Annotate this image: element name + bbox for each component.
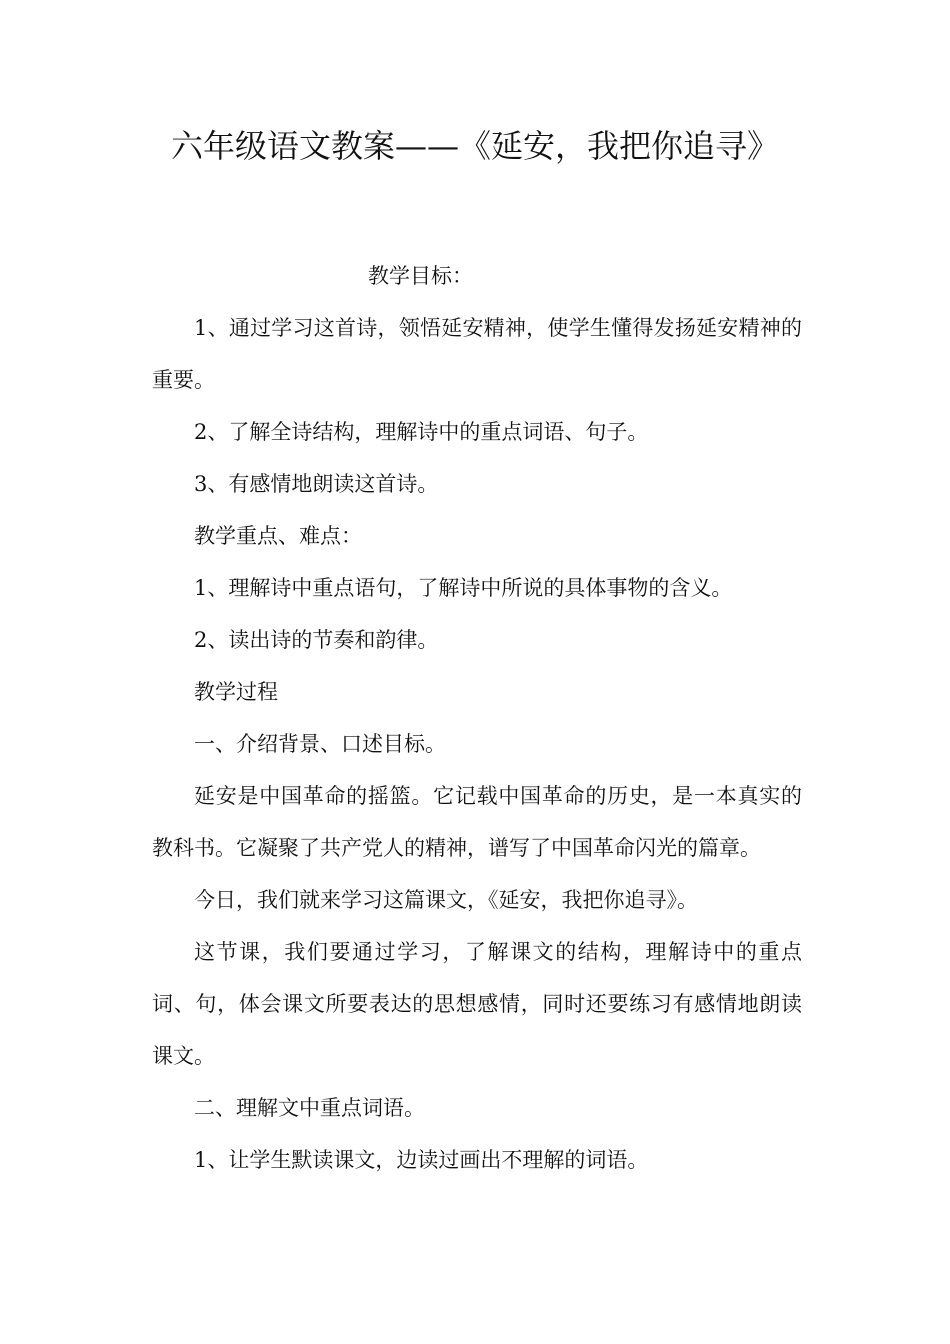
goal-item-2: 2、了解全诗结构，理解诗中的重点词语、句子。: [194, 420, 649, 444]
goal-item-3: 3、有感情地朗读这首诗。: [194, 472, 439, 496]
section-heading-key-points: 教学重点、难点：: [194, 524, 362, 548]
document-title: 六年级语文教案——《延安，我把你追寻》: [170, 127, 779, 165]
document-body: [152, 250, 802, 1186]
body-paragraph: 这节课，我们要通过学习，了解课文的结构，理解诗中的重点词、句，体会课文所要表达的思想感情，同时还要练习有感情地朗读课文。: [152, 940, 802, 1068]
process-step-2-heading: 二、理解文中重点词语。: [194, 1096, 425, 1120]
section-heading-teaching-process: 教学过程: [194, 680, 278, 704]
body-paragraph: 今日，我们就来学习这篇课文，《延安，我把你追寻》。: [194, 888, 698, 912]
key-point-item-2: 2、读出诗的节奏和韵律。: [194, 628, 439, 652]
goal-item-1: 1、通过学习这首诗，领悟延安精神，使学生懂得发扬延安精神的重要。: [152, 316, 802, 392]
body-paragraph: 1、让学生默读课文，边读过画出不理解的词语。: [194, 1148, 649, 1172]
key-point-item-1: 1、理解诗中重点语句，了解诗中所说的具体事物的含义。: [194, 576, 733, 600]
section-heading-teaching-goals: 教学目标：: [368, 264, 473, 288]
body-paragraph: 延安是中国革命的摇篮。它记载中国革命的历史，是一本真实的教科书。它凝聚了共产党人的精神，谱写了中国革命闪光的篇章。: [152, 784, 802, 860]
process-step-1-heading: 一、介绍背景、口述目标。: [194, 732, 446, 756]
